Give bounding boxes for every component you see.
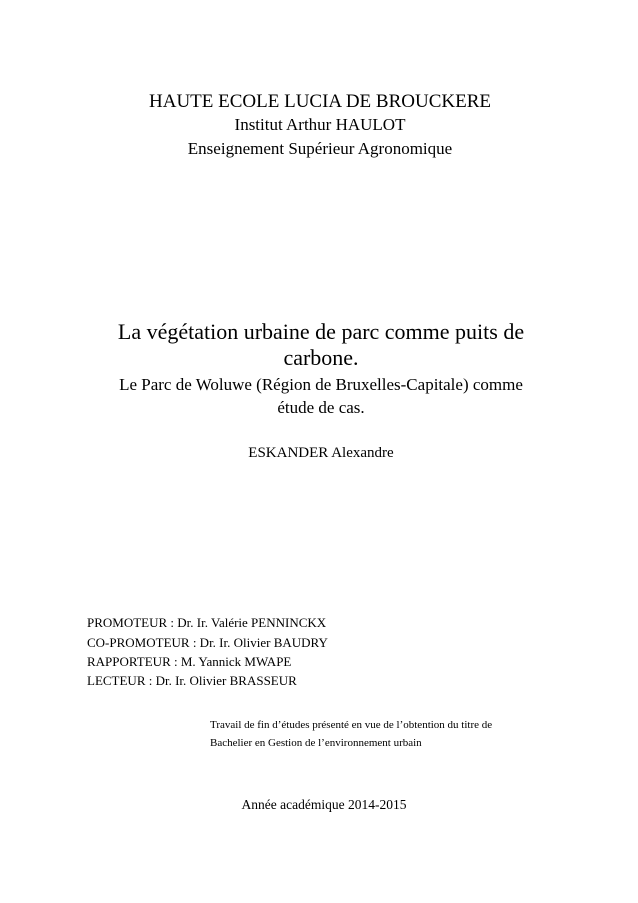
thesis-title-line-2: carbone. xyxy=(283,345,359,370)
credit-copromoteur: CO-PROMOTEUR : Dr. Ir. Olivier BAUDRY xyxy=(87,635,328,650)
thesis-title-line-1: La végétation urbaine de parc comme puits de xyxy=(117,319,525,344)
work-note-line-1: Travail de fin d’études présenté en vue de l’obtention du titre de xyxy=(210,719,493,731)
school-name: HAUTE ECOLE LUCIA DE BROUCKERE xyxy=(149,91,491,112)
institute-name: Institut Arthur HAULOT xyxy=(234,115,406,134)
thesis-subtitle-line-1: Le Parc de Woluwe (Région de Bruxelles-Capitale) comme xyxy=(119,375,523,394)
credit-lecteur: LECTEUR : Dr. Ir. Olivier BRASSEUR xyxy=(87,673,297,688)
credit-rapporteur: RAPPORTEUR : M. Yannick MWAPE xyxy=(87,654,292,669)
department-name: Enseignement Supérieur Agronomique xyxy=(187,139,453,158)
work-note-line-2: Bachelier en Gestion de l’environnement urbain xyxy=(210,737,422,749)
thesis-subtitle-line-2: étude de cas. xyxy=(277,398,365,417)
author-name: ESKANDER Alexandre xyxy=(248,445,394,461)
academic-year: Année académique 2014-2015 xyxy=(241,797,407,812)
credit-promoteur: PROMOTEUR : Dr. Ir. Valérie PENNINCKX xyxy=(87,615,327,630)
